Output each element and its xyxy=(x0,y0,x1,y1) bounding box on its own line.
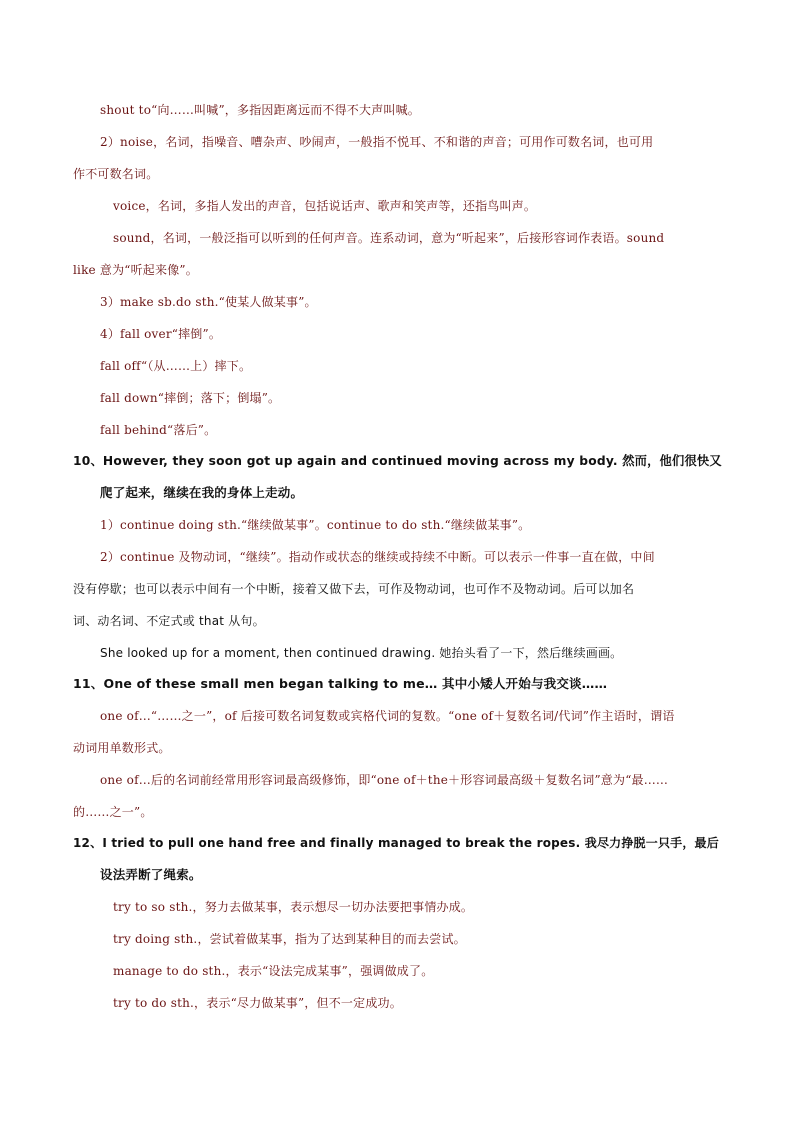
sentence-number: 11、 xyxy=(73,676,104,691)
text-line: fall down“摔倒；落下；倒塌”。 xyxy=(100,391,281,405)
text-line: 动词用单数形式。 xyxy=(73,741,171,755)
text-line: 2）continue 及物动词，“继续”。指动作或状态的继续或持续不中断。可以表示一件事一直在做，中间 xyxy=(100,550,655,564)
sentence-number: 12、 xyxy=(73,836,103,850)
text-line: 1）continue doing sth.“继续做某事”。continue to do sth.“继续做某事”。 xyxy=(100,518,531,532)
sentence-text: However, they soon got up again and continued moving across my body. 然而，他们很快又 xyxy=(102,454,722,468)
sentence-heading-12 xyxy=(73,833,719,853)
text-line: like 意为“听起来像”。 xyxy=(73,263,198,277)
text-line: try to do sth.，表示“尽力做某事”，但不一定成功。 xyxy=(113,996,402,1010)
sentence-number: 10、 xyxy=(73,454,103,468)
text-line: shout to“向……叫喊”，多指因距离远而不得不大声叫喊。 xyxy=(100,103,420,117)
example-sentence: She looked up for a moment, then continued drawing. 她抬头看了一下，然后继续画画。 xyxy=(100,646,623,660)
text-line: try doing sth.，尝试着做某事，指为了达到某种目的而去尝试。 xyxy=(113,932,466,946)
text-line: manage to do sth.，表示“设法完成某事”，强调做成了。 xyxy=(113,964,434,978)
text-line: one of…后的名词前经常用形容词最高级修饰，即“one of＋the＋形容词最高级＋复数名词”意为“最…… xyxy=(100,773,669,787)
sentence-text: I tried to pull one hand free and finally managed to break the ropes. 我尽力挣脱一只手，最后 xyxy=(102,836,719,850)
sentence-heading-11 xyxy=(73,674,607,694)
text-line: 4）fall over“摔倒”。 xyxy=(100,327,222,341)
text-line: 词、动名词、不定式或 that 从句。 xyxy=(73,614,265,628)
text-line: fall behind“落后”。 xyxy=(100,423,217,437)
text-line: 没有停歇；也可以表示中间有一个中断，接着又做下去，可作及物动词，也可作不及物动词。后可以加名 xyxy=(73,582,635,596)
text-line: 3）make sb.do sth.“使某人做某事”。 xyxy=(100,295,317,309)
text-line: 2）noise，名词，指噪音、嘈杂声、吵闹声，一般指不悦耳、不和谐的声音；可用作可数名词，也可用 xyxy=(100,135,654,149)
text-line: try to so sth.，努力去做某事，表示想尽一切办法要把事情办成。 xyxy=(113,900,474,914)
text-line: 作不可数名词。 xyxy=(73,167,159,181)
sentence-text: One of these small men began talking to me… 其中小矮人开始与我交谈…… xyxy=(103,676,608,691)
text-line: voice，名词，多指人发出的声音，包括说话声、歌声和笑声等，还指鸟叫声。 xyxy=(113,199,537,213)
text-line: one of…“……之一”，of 后接可数名词复数或宾格代词的复数。“one of＋复数名词/代词”作主语时，谓语 xyxy=(100,709,675,723)
sentence-translation: 设法弄断了绳索。 xyxy=(100,867,202,882)
sentence-translation: 爬了起来，继续在我的身体上走动。 xyxy=(100,485,304,500)
text-line: 的……之一”。 xyxy=(73,805,153,819)
text-line: sound，名词，一般泛指可以听到的任何声音。连系动词，意为“听起来”，后接形容词作表语。sound xyxy=(113,231,665,245)
sentence-heading-10 xyxy=(73,451,722,471)
text-line: fall off“（从……上）摔下。 xyxy=(100,359,252,373)
